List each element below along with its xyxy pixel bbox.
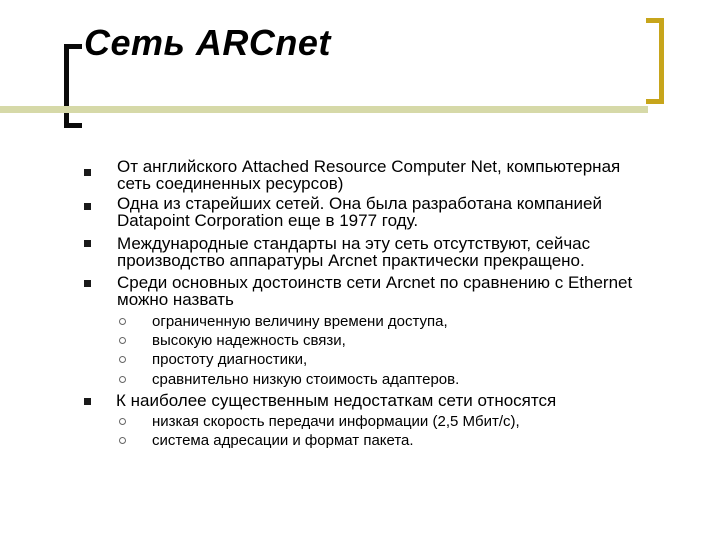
sub-list-item: низкая скорость передачи информации (2,5 Мбит/с), xyxy=(152,413,520,430)
title-underline-rule xyxy=(0,106,648,113)
bullet-line: сеть соединенных ресурсов) xyxy=(117,174,344,193)
slide-title: Сеть ARCnet xyxy=(84,22,331,63)
sub-list-item: система адресации и формат пакета. xyxy=(152,432,414,449)
circle-bullet-icon xyxy=(119,318,126,325)
bullet-line: К наиболее существенным недостаткам сети относятся xyxy=(116,391,557,410)
sub-list-item: сравнительно низкую стоимость адаптеров. xyxy=(152,371,460,388)
square-bullet-icon xyxy=(84,398,91,405)
bullet-item xyxy=(117,158,677,192)
bullet-line: Международные стандарты на эту сеть отсутствуют, сейчас xyxy=(117,234,591,253)
bullet-line: можно назвать xyxy=(117,290,234,309)
sub-list-item: простоту диагностики, xyxy=(152,351,308,368)
bullet-item xyxy=(117,195,677,229)
circle-bullet-icon xyxy=(119,356,126,363)
bullet-item xyxy=(116,392,676,409)
circle-bullet-icon xyxy=(119,337,126,344)
bullet-line: Среди основных достоинств сети Arcnet по сравнению с Ethernet xyxy=(117,273,633,292)
bullet-item xyxy=(117,274,677,308)
square-bullet-icon xyxy=(84,203,91,210)
bullet-line: производство аппаратуры Arcnet практически прекращено. xyxy=(117,251,585,270)
circle-bullet-icon xyxy=(119,418,126,425)
circle-bullet-icon xyxy=(119,437,126,444)
square-bullet-icon xyxy=(84,280,91,287)
bullet-line: Datapoint Corporation еще в 1977 году. xyxy=(117,211,419,230)
sub-list-item: ограниченную величину времени доступа, xyxy=(152,313,448,330)
bullet-line: Одна из старейших сетей. Она была разработана компанией xyxy=(117,194,603,213)
left-bracket-decoration xyxy=(64,44,82,128)
bullet-item xyxy=(117,235,677,269)
square-bullet-icon xyxy=(84,240,91,247)
bullet-line: От английского Attached Resource Computer Net, компьютерная xyxy=(117,157,621,176)
sub-list-item: высокую надежность связи, xyxy=(152,332,346,349)
right-bracket-decoration xyxy=(646,18,664,104)
square-bullet-icon xyxy=(84,169,91,176)
circle-bullet-icon xyxy=(119,376,126,383)
